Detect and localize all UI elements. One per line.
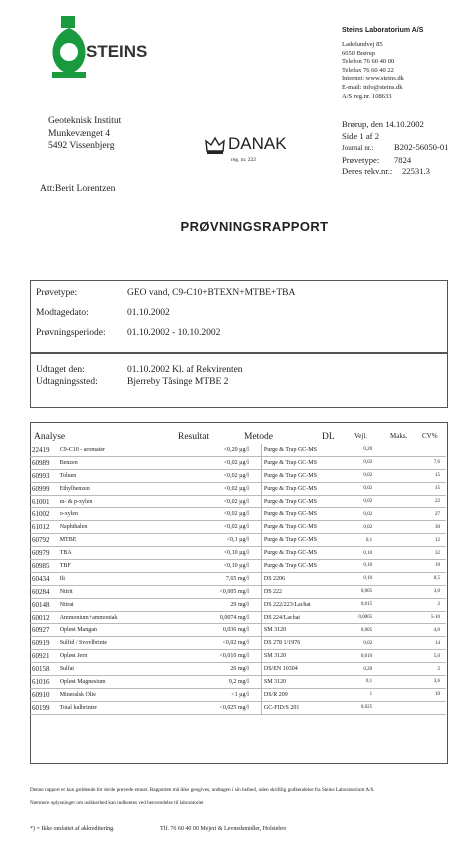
vejl-value [374,534,403,547]
analysis-code: 60993 [30,469,58,482]
cv-value: 15 [429,482,446,495]
analysis-name: m- & p-xylen [58,495,164,508]
info-label: Udtagningssted: [36,377,98,387]
dl-value: 0,1 [346,676,374,689]
cv-value: 3,0 [429,585,446,598]
method-value: SM 3120 [261,624,346,637]
info-label: Prøvningsperiode: [36,328,106,338]
table-row [30,482,446,495]
cv-value: 22 [429,495,446,508]
dl-value: 0,010 [346,650,374,663]
company-lines [342,41,457,101]
info-label: Udtaget den: [36,365,85,375]
maks-value [403,547,429,560]
dl-value: 0,02 [346,508,374,521]
cv-value: 15 [429,469,446,482]
results-table [30,444,446,715]
analysis-name: Toluen [58,469,164,482]
table-row [30,663,446,676]
cv-value: 0,5 [429,572,446,585]
dl-value: 0,20 [346,444,374,456]
recipient-line: Munkevænget 4 [48,127,111,139]
table-row [30,521,446,534]
vejl-value [374,650,403,663]
footer-contact: Tlf. 76 60 40 00 Mejeri & Levnedsmidler, Holstebro [160,826,287,832]
logo-text: STEINS [86,42,148,61]
cv-value: 30 [429,521,446,534]
analysis-code: 60284 [30,585,58,598]
analysis-code: 60999 [30,482,58,495]
maks-value [403,611,429,624]
result-value: 7,65 mg/l [192,572,261,585]
footnote-mark [163,482,192,495]
result-value: <0,005 mg/l [192,585,261,598]
analysis-code: 61012 [30,521,58,534]
cv-value: 2 [429,598,446,611]
footnote-mark [163,508,192,521]
dl-value: 0,10 [346,572,374,585]
footnote-mark [163,495,192,508]
result-value: <0,02 µg/l [192,469,261,482]
info-value: Bjerreby Tåsinge MTBE 2 [127,377,229,387]
footnote-mark [163,688,192,701]
table-row [30,495,446,508]
analysis-code: 22419 [30,444,58,456]
accreditation-footnote: *) = Ikke omfattet af akkreditering. [30,826,115,832]
rekv-row: Deres rekv.nr.: 22531.3 [342,166,430,177]
maks-value [403,444,429,456]
vejl-value [374,585,403,598]
company-line: A/S reg.nr. 108633 [342,92,392,100]
method-value: DS 2206 [261,572,346,585]
info-row [36,308,436,328]
company-line: 6650 Brørup [342,49,376,57]
dl-value: 0,02 [346,637,374,650]
info-value: 01.10.2002 Kl. af Rekvirenten [127,365,243,375]
table-row [30,456,446,469]
footnote-mark [163,611,192,624]
dl-value: 0,02 [346,495,374,508]
method-value: DS 222 [261,585,346,598]
cv-value: 14 [429,637,446,650]
analysis-code: 60927 [30,624,58,637]
method-value: DS 224/Lachat [261,611,346,624]
table-row [30,701,446,714]
table-row [30,469,446,482]
cv-value: 3,6 [429,676,446,689]
info-row [36,288,436,308]
result-value: <0,010 mg/l [192,650,261,663]
footnote-mark [163,521,192,534]
footnote-mark [163,585,192,598]
maks-value [403,482,429,495]
analysis-name: Opløst Jern [58,650,164,663]
vejl-value [374,456,403,469]
vejl-value [374,547,403,560]
info-row [36,377,436,389]
dl-value: 0,005 [346,585,374,598]
analysis-name: o-xylen [58,508,164,521]
result-value: <0,02 µg/l [192,482,261,495]
analysis-name: Ammonium+ammoniak [58,611,164,624]
header-maks: Maks. [390,432,408,440]
result-value: <0,02 µg/l [192,521,261,534]
report-title: PRØVNINGSRAPPORT [180,219,329,234]
maks-value [403,637,429,650]
table-row [30,508,446,521]
cv-value: 5-10 [429,611,446,624]
dl-value: 0,025 [346,701,374,714]
footnote-mark [163,534,192,547]
table-row [30,534,446,547]
maks-value [403,469,429,482]
footnote-mark [163,663,192,676]
analysis-code: 61016 [30,676,58,689]
cv-value [429,701,446,714]
provetype-row: Prøvetype: 7824 [342,154,412,165]
footer-note-1: Denne rapport er kun gældende for de/de prøvede emner. Rapporten må ikke gengives, undtagen i sin helhed, uden skriftlig godkendelse fra Steins Laboratorium A/S. [30,787,375,793]
analysis-code: 61002 [30,508,58,521]
method-value: Purge & Trap GC-MS [261,560,346,573]
analysis-name: Sulfat [58,663,164,676]
provetype-value: 7824 [394,154,412,165]
footnote-mark [163,624,192,637]
analysis-name: Opløst Mangan [58,624,164,637]
info-value: 01.10.2002 [127,308,170,318]
info-label: Prøvetype: [36,288,78,298]
method-value: Purge & Trap GC-MS [261,495,346,508]
vejl-value [374,637,403,650]
analysis-name: Total kulbrinter [58,701,164,714]
danak-name: DANAK [228,134,287,153]
vejl-value [374,444,403,456]
recipient-line: Geoteknisk Institut [48,115,122,126]
analysis-name: Ethylbenzen [58,482,164,495]
danak-reg: reg. nr. 222 [231,157,257,163]
result-value: <0,02 µg/l [192,495,261,508]
table-row [30,598,446,611]
cv-value [429,444,446,456]
analysis-code: 60979 [30,547,58,560]
result-value: <0,20 µg/l [192,444,261,456]
analysis-code: 60199 [30,701,58,714]
method-value: Purge & Trap GC-MS [261,534,346,547]
method-value: DS/R 209 [261,688,346,701]
method-value: SM 3120 [261,650,346,663]
company-line: Telefax 76 60 40 22 [342,66,394,74]
footnote-mark [163,572,192,585]
maks-value [403,572,429,585]
company-line: Ladelundvej 85 [342,41,383,48]
report-meta [342,119,457,178]
info-value: 01.10.2002 - 10.10.2002 [127,328,221,338]
vejl-value [374,521,403,534]
dl-value: 0,005 [346,624,374,637]
result-value: <0,10 µg/l [192,560,261,573]
maks-value [403,624,429,637]
info-label: Modtagedato: [36,308,89,318]
analysis-name: TBF [58,560,164,573]
cv-value: 5,0 [429,650,446,663]
footnote-mark [163,650,192,663]
table-row [30,637,446,650]
vejl-value [374,495,403,508]
journal-row: Journal nr.: B202-56050-01 [342,142,449,153]
sampling-rows [36,365,436,389]
vejl-value [374,611,403,624]
header-cv: CV% [422,432,438,440]
company-line: Internet: www.steins.dk [342,75,404,83]
analysis-code: 60148 [30,598,58,611]
method-value: Purge & Trap GC-MS [261,482,346,495]
dl-value: 0,0065 [346,611,374,624]
steins-logo [46,14,156,84]
maks-value [403,598,429,611]
table-row [30,585,446,598]
table-row [30,676,446,689]
dl-value: 1 [346,688,374,701]
analysis-name: Naphthalen [58,521,164,534]
vejl-value [374,676,403,689]
dl-value: 0,20 [346,663,374,676]
method-value: DS/EN 10304 [261,663,346,676]
journal-value: B202-56050-01 [394,142,449,153]
info-row [36,328,436,348]
maks-value [403,508,429,521]
result-value: <0,10 µg/l [192,547,261,560]
method-value: Purge & Trap GC-MS [261,547,346,560]
dl-value: 0,1 [346,534,374,547]
analysis-code: 61001 [30,495,58,508]
vejl-value [374,624,403,637]
table-row [30,611,446,624]
maks-value [403,456,429,469]
method-value: DS 278 1/1976 [261,637,346,650]
vejl-value [374,663,403,676]
danak-mark [204,132,294,172]
recipient-attn: Att:Berit Lorentzen [40,183,116,194]
dl-value: 0,02 [346,482,374,495]
company-line: E-mail: info@steins.dk [342,83,403,91]
recipient-address [48,115,121,153]
dl-value: 0,015 [346,598,374,611]
footnote-mark [163,637,192,650]
footnote-mark [163,701,192,714]
analysis-name: Benzen [58,456,164,469]
table-row [30,688,446,701]
maks-value [403,650,429,663]
info-value: GEO vand, C9-C10+BTEXN+MTBE+TBA [127,288,296,298]
method-value: Purge & Trap GC-MS [261,508,346,521]
method-value: Purge & Trap GC-MS [261,456,346,469]
vejl-value [374,688,403,701]
analysis-code: 60012 [30,611,58,624]
method-value: GC-FID/S 201 [261,701,346,714]
dl-value: 0,10 [346,547,374,560]
company-block [342,27,457,101]
method-value: DS 222/223/Lachat [261,598,346,611]
analysis-code: 60919 [30,637,58,650]
footnote-mark [163,444,192,456]
analysis-name: TBA [58,547,164,560]
cv-value: 12 [429,534,446,547]
maks-value [403,560,429,573]
table-row [30,560,446,573]
analysis-name: Opløst Magnesium [58,676,164,689]
cv-value: 19 [429,560,446,573]
cv-value: 7,6 [429,456,446,469]
header-dl: DL [322,432,335,442]
dl-value: 0,02 [346,521,374,534]
analysis-name: Sulfid / Svovlbrinte [58,637,164,650]
info-row [36,365,436,377]
vejl-value [374,572,403,585]
result-value: 0,0074 mg/l [192,611,261,624]
table-header [34,432,444,444]
footnote-mark [163,676,192,689]
table-row [30,624,446,637]
result-value: 0,036 mg/l [192,624,261,637]
maks-value [403,676,429,689]
vejl-value [374,508,403,521]
crown-icon [204,135,226,157]
rekv-value: 22531.3 [402,166,430,177]
header-metode: Metode [244,432,274,442]
dl-value: 0,10 [346,560,374,573]
result-value: <0,1 µg/l [192,534,261,547]
footnote-mark [163,598,192,611]
table-row [30,572,446,585]
method-value: Purge & Trap GC-MS [261,444,346,456]
result-value: <0,025 mg/l [192,701,261,714]
vejl-value [374,482,403,495]
analysis-code: 60921 [30,650,58,663]
analysis-name: Mineralsk Olie [58,688,164,701]
footnote-mark [163,469,192,482]
method-value: SM 3120 [261,676,346,689]
recipient-line: 5492 Vissenbjerg [48,140,115,151]
table-row [30,444,446,456]
result-value: 9,2 mg/l [192,676,261,689]
analysis-code: 60434 [30,572,58,585]
result-value: <0,02 µg/l [192,456,261,469]
cv-value: 10 [429,688,446,701]
analysis-code: 60158 [30,663,58,676]
date-line: Brørup, den 14.10.2002 [342,119,424,129]
footnote-mark [163,456,192,469]
result-value: 26 mg/l [192,663,261,676]
result-value: <0,02 mg/l [192,637,261,650]
vejl-value [374,701,403,714]
analysis-name: C9-C10 - aromater [58,444,164,456]
method-value: Purge & Trap GC-MS [261,469,346,482]
footnote-mark [163,560,192,573]
maks-value [403,701,429,714]
method-value: Purge & Trap GC-MS [261,521,346,534]
analysis-name: Ilt [58,572,164,585]
company-name: Steins Laboratorium A/S [342,27,424,34]
analysis-name: Nitrit [58,585,164,598]
cv-value: 27 [429,508,446,521]
cv-value: 32 [429,547,446,560]
maks-value [403,495,429,508]
result-value: <1 µg/l [192,688,261,701]
header-analyse: Analyse [34,432,66,442]
analysis-code: 60985 [30,560,58,573]
table-row [30,650,446,663]
vejl-value [374,560,403,573]
analysis-name: Nitrat [58,598,164,611]
header-resultat: Resultat [178,432,210,442]
cv-value: 2 [429,663,446,676]
analysis-code: 60910 [30,688,58,701]
footnote-mark [163,547,192,560]
maks-value [403,534,429,547]
header-vejl: Vejl. [354,432,368,440]
sample-info-rows [36,288,436,348]
maks-value [403,521,429,534]
analysis-code: 60989 [30,456,58,469]
maks-value [403,585,429,598]
dl-value: 0,02 [346,456,374,469]
vejl-value [374,469,403,482]
analysis-name: MTBE [58,534,164,547]
company-line: Telefon 76 60 40 00 [342,58,395,66]
maks-value [403,688,429,701]
page-line: Side 1 af 2 [342,130,379,141]
cv-value: 4,0 [429,624,446,637]
table-row [30,547,446,560]
footer-note-2: Nærmere oplysninger om usikkerhed kan indhentes ved henvendelse til laboratoriet [30,800,204,806]
result-value: 29 mg/l [192,598,261,611]
vejl-value [374,598,403,611]
dl-value: 0,02 [346,469,374,482]
analysis-code: 60792 [30,534,58,547]
maks-value [403,663,429,676]
result-value: <0,02 µg/l [192,508,261,521]
